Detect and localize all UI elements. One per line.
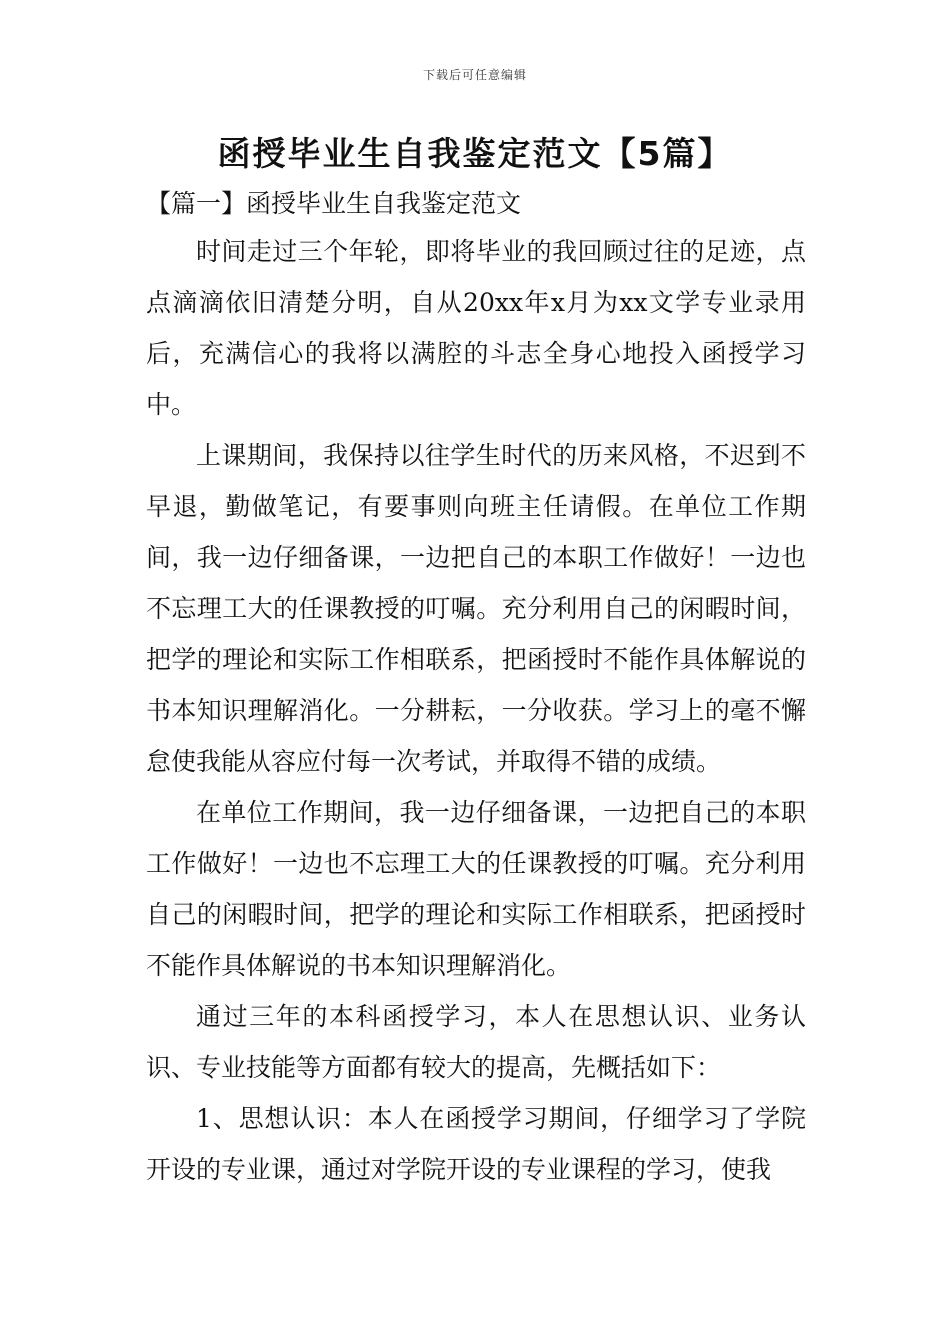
paragraph: 通过三年的本科函授学习，本人在思想认识、业务认识、专业技能等方面都有较大的提高，先概括如下： — [146, 1002, 806, 1082]
paragraph: 上课期间，我保持以往学生时代的历来风格，不迟到不早退，勤做笔记，有要事则向班主任请假。在单位工作期间，我一边仔细备课，一边把自己的本职工作做好！一边也不忘理工大的任课教授的叮嘱。充分利用自己的闲暇时间，把学的理论和实际工作相联系，把函授时不能作具体解说的书本知识理解消化。一分耕耘，一分收获。学习上的毫不懈怠使我能从容应付每一次考试，并取得不错的成绩。 — [146, 441, 806, 776]
section-heading: 【篇一】函授毕业生自我鉴定范文 — [146, 189, 522, 218]
paragraph: 时间走过三个年轮，即将毕业的我回顾过往的足迹，点点滴滴依旧清楚分明，自从20xx年x月为xx文学专业录用后，充满信心的我将以满腔的斗志全身心地投入函授学习中。 — [146, 237, 806, 419]
paragraph: 在单位工作期间，我一边仔细备课，一边把自己的本职工作做好！一边也不忘理工大的任课教授的叮嘱。充分利用自己的闲暇时间，把学的理论和实际工作相联系，把函授时不能作具体解说的书本知识理解消化。 — [146, 798, 806, 980]
document-title: 函授毕业生自我鉴定范文【5篇】 — [217, 134, 733, 173]
header-note: 下载后可任意编辑 — [422, 68, 527, 82]
paragraph: 1、思想认识：本人在函授学习期间，仔细学习了学院开设的专业课，通过对学院开设的专业课程的学习，使我 — [146, 1104, 806, 1184]
document-body — [146, 226, 806, 1195]
